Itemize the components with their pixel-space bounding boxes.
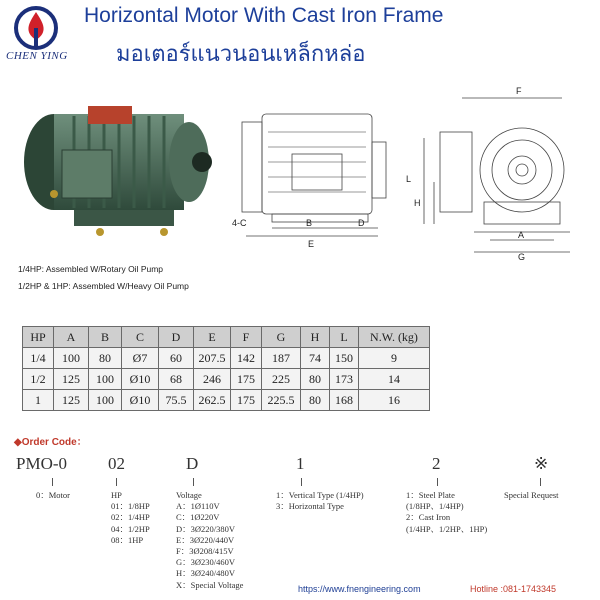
title-english: Horizontal Motor With Cast Iron Frame [84,4,444,27]
tick [301,478,302,486]
table-row [23,390,430,411]
type-options [276,490,364,512]
col-header: B [89,327,122,348]
voltage-option: A：1Ø110V [176,501,220,512]
voltage-option: E：3Ø220/440V [176,534,235,545]
hotline: Hotline :081-1743345 [470,584,557,594]
voltage-option: D：3Ø220/380V [176,523,236,534]
table-cell: 74 [301,348,330,369]
voltage-title: Voltage [176,490,202,500]
col-header: D [159,327,194,348]
label-D: D [358,218,365,228]
hp-options [111,490,150,546]
voltage-option: C：1Ø220V [176,512,220,523]
table-row [23,369,430,390]
col-header: E [194,327,231,348]
col-header: A [54,327,89,348]
code-type: 1 [296,454,305,473]
table-cell: 14 [359,369,430,390]
col-header: H [301,327,330,348]
type-option: 3：Horizontal Type [276,501,344,512]
col-header: C [122,327,159,348]
title-thai: มอเตอร์แนวนอนเหล็กหล่อ [116,42,366,67]
table-cell: 173 [330,369,359,390]
label-E: E [308,239,315,249]
table-cell: 1/2 [23,369,54,390]
dimension-table [22,326,430,411]
type-option: 1：Vertical Type (1/4HP) [276,490,364,500]
table-cell: 80 [89,348,122,369]
voltage-option: H：3Ø240/480V [176,568,236,579]
hp-option: 01：1/8HP [111,501,150,512]
motor-option: 0：Motor [36,490,71,500]
table-cell: 75.5 [159,390,194,411]
voltage-option: F：3Ø208/415V [176,546,234,557]
material-option: 1：Steel Plate [406,490,455,500]
special-option: Special Request [504,490,559,500]
tick [52,478,53,486]
tick [540,478,541,486]
caption-half-one-hp: 1/2HP & 1HP: Assembled W/Heavy Oil Pump [18,281,189,291]
table-cell: 142 [231,348,262,369]
table-cell: 150 [330,348,359,369]
label-L: L [406,174,412,184]
tick [193,478,194,486]
voltage-option: G：3Ø230/460V [176,557,236,568]
table-cell: 9 [359,348,430,369]
label-F: F [516,86,522,96]
table-cell: 125 [54,390,89,411]
table-cell: 225.5 [262,390,301,411]
voltage-options [176,490,243,591]
col-header: F [231,327,262,348]
order-code-label: ◆Order Code： [14,437,87,448]
table-cell: 100 [89,390,122,411]
voltage-option: X：Special Voltage [176,579,244,590]
table-cell: 246 [194,369,231,390]
hp-option: 02：1/4HP [111,512,150,523]
material-option: 2：Cast Iron [406,512,451,523]
label-H: H [414,198,421,208]
table-cell: 1 [23,390,54,411]
tick [437,478,438,486]
material-option: (1/4HP、1/2HP、1HP) [406,523,488,534]
label-4C: 4-C [232,218,247,228]
code-voltage: D [186,454,199,473]
col-header: L [330,327,359,348]
table-cell: 80 [301,390,330,411]
table-cell: 1/4 [23,348,54,369]
material-options [406,490,487,535]
motor-photo [14,92,224,242]
chen-ying-logo [10,6,62,50]
caption-quarter-hp: 1/4HP: Assembled W/Rotary Oil Pump [18,264,164,274]
website-link[interactable]: https://www.fnengineering.com [298,584,421,594]
hp-option: 04：1/2HP [111,523,150,534]
table-cell: 100 [54,348,89,369]
code-hp: 02 [108,454,125,473]
tick [116,478,117,486]
table-cell: 80 [301,369,330,390]
hp-option: 08：1HP [111,534,144,545]
table-cell: Ø10 [122,390,159,411]
table-header-row [23,327,430,348]
side-view-drawing [232,92,402,252]
table-cell: 175 [231,390,262,411]
table-cell: 125 [54,369,89,390]
table-cell: 68 [159,369,194,390]
code-prefix: PMO-0 [16,454,68,473]
material-option: (1/8HP、1/4HP) [406,501,464,512]
table-cell: 100 [89,369,122,390]
table-cell: 168 [330,390,359,411]
col-header: HP [23,327,54,348]
table-cell: 175 [231,369,262,390]
table-row [23,348,430,369]
col-header: G [262,327,301,348]
table-cell: 60 [159,348,194,369]
table-cell: 207.5 [194,348,231,369]
table-cell: Ø7 [122,348,159,369]
table-cell: 225 [262,369,301,390]
hp-title: HP [111,490,122,500]
label-A: A [518,230,525,240]
col-header: N.W. (kg) [359,327,430,348]
code-material: 2 [432,454,441,473]
code-special: ※ [534,454,549,473]
table-cell: 262.5 [194,390,231,411]
front-view-drawing [404,82,594,262]
label-G: G [518,252,526,262]
table-cell: 16 [359,390,430,411]
brand-name: CHEN YING [6,50,68,62]
table-cell: 187 [262,348,301,369]
table-cell: Ø10 [122,369,159,390]
label-B: B [306,218,313,228]
